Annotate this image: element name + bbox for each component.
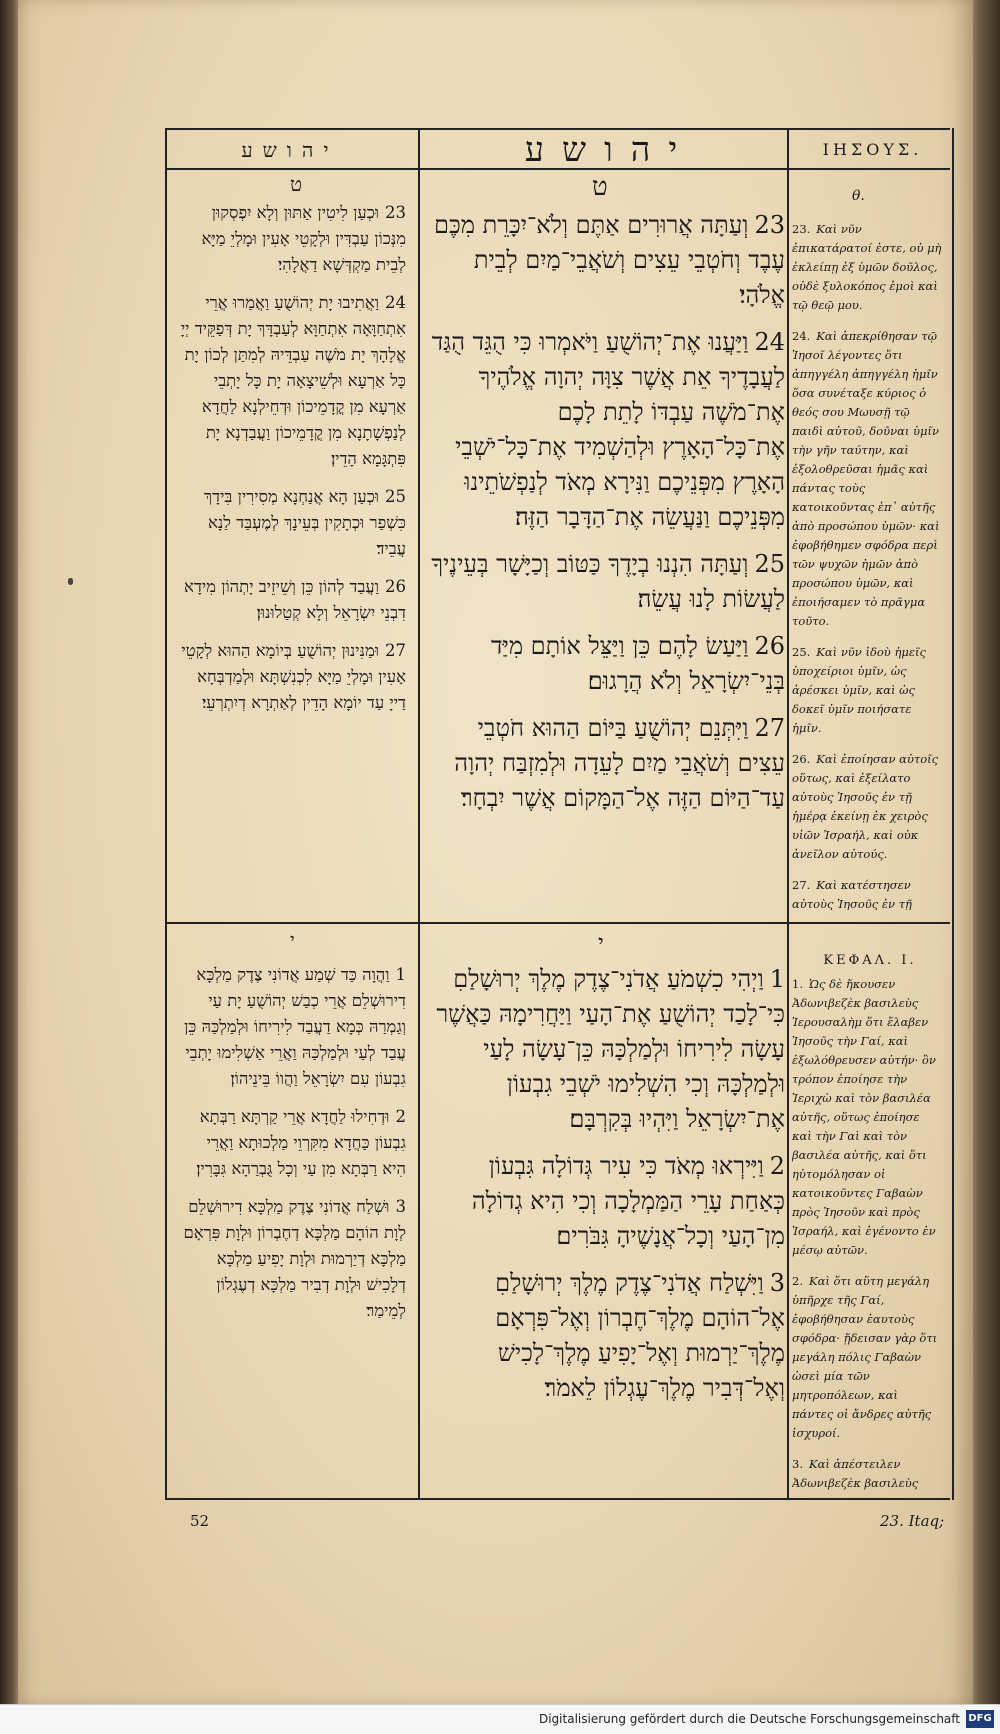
running-head-hebrew: יהושע bbox=[524, 130, 696, 170]
verse-text: וַיַּעֲנוּ אֶת־יְהוֹשֻׁעַ וַיֹּאמְרוּ כִּי הֻגֵּד הֻגַּד לַעֲבָדֶיךָ אֵת אֲשֶׁר צִוָּה יְהוָה אֱלֹהֶיךָ אֶת־מֹשֶׁה עַבְדּוֹ לָתֵת לָכֶם אֶת־כָּל־הָאָרֶץ וּלְהַשְׁמִיד אֶת־כָּל־יֹשְׁבֵי הָאָרֶץ מִפְּנֵיכֶם וַנִּירָא מְאֹד לְנַפְשֹׁתֵינוּ מִפְּנֵיכֶם וַנַּעֲשֵׂה אֶת־הַדָּבָר הַזֶּה׃ bbox=[431, 328, 785, 531]
verse-number: 25 bbox=[754, 550, 785, 578]
ink-spot bbox=[68, 578, 73, 585]
verse-number: 24 bbox=[754, 328, 785, 356]
targum-column-upper bbox=[178, 200, 406, 912]
verse-text: Ὡς δὲ ἤκουσεν Ἀδωνιβεζὲκ βασιλεὺς Ἱερουσαλὴμ ὅτι ἔλαβεν Ἰησοῦς τὴν Γαί, καὶ ἐξωλόθρευσεν αὐτήν· ὃν τρόπον ἐποίησε τὴν Ἱεριχὼ καὶ τὸν βασιλέα αὐτῆς, οὕτως ἐποίησε καὶ τὴν Γαὶ καὶ τὸν βασιλέα αὐτῆς, καὶ ὅτι ηὐτομόλησαν οἱ κατοικοῦντες Γαβαὼν πρὸς Ἰησοῦν καὶ πρὸς Ἰσραήλ, καὶ ἐγένοντο ἐν μέσῳ αὐτῶν. bbox=[792, 977, 936, 1257]
verse-number: 1 bbox=[395, 965, 406, 984]
greek-verse bbox=[792, 975, 942, 1260]
verse-text: וּכְעַן הָא אֲנַחְנָא מְסִירִין בִּידָךְ כִּשְׁפַר וּכְתָקִין בְּעֵינָךְ לְמֶעְבַּד לַנָא עֲבֵיד׃ bbox=[204, 487, 406, 558]
verse-text: וּשְׁלַח אֲדוֹנִי צֶדֶק מַלְכָּא דִירוּשְׁלֵם לְוָת הוֹהָם מַלְכָּא דְחֶבְרוֹן וּלְוָת פִּרְאָם מַלְכָּא דְיַרְמוּת וּלְוָת יָפִיעַ מַלְכָּא דְלָכִישׁ וּלְוָת דְבִיר מַלְכָּא דְעֶגְלוֹן לְמֵימַר׃ bbox=[183, 1197, 406, 1320]
verse-number: 23. bbox=[792, 222, 811, 236]
verse-number: 27. bbox=[792, 878, 811, 892]
verse-number: 27 bbox=[754, 714, 785, 742]
targum-column-lower bbox=[178, 962, 406, 1490]
running-head-greek: ΙΗΣΟΥΣ. bbox=[822, 140, 923, 159]
page-number: 52 bbox=[190, 1512, 210, 1530]
hebrew-verse bbox=[430, 1149, 785, 1254]
targum-verse bbox=[178, 638, 406, 716]
frame-bottom-rule bbox=[165, 1498, 950, 1500]
chapter-number-hebrew: ט bbox=[592, 172, 608, 202]
verse-number: 3. bbox=[792, 1457, 803, 1471]
targum-verse bbox=[178, 484, 406, 562]
verse-text: וַאֲתִיבוּ יָת יְהוֹשֻׁעַ וַאֲמַרוּ אֲרֵי אִתְחַוָּאָה אִתְחַוָּא לְעַבְדָּךְ יָת דְּפַקֵּיד יְיָ אֱלָהָךְ יָת מֹשֶׁה עַבְדֵּיהּ לְמִתַּן לְכוֹן יָת כָּל אַרְעָא וּלְשֵׁיצָאָה יָת כָּל יָתְבֵי אַרְעָא מִן קֳדָמֵיכוֹן וּדְחֵילְנָא לַחֲדָא לְנַפְשָׁתָנָא מִן קֳדָמֵיכוֹן וַעֲבַדְנָא יָת פִּתְגָּמָא הָדֵין׃ bbox=[180, 293, 406, 468]
hebrew-column-lower bbox=[430, 962, 785, 1492]
verse-number: 2 bbox=[395, 1107, 406, 1126]
verse-text: Καὶ ἀπεκρίθησαν τῷ Ἰησοῖ λέγοντες ὅτι ἀπηγγέλη ἀπηγγέλη ἡμῖν ὅσα συνέταξε κύριος ὁ θεός σου Μωυσῇ τῷ παιδὶ αὐτοῦ, δοῦναι ὑμῖν τὴν γῆν ταύτην, καὶ ἐξολοθρεῦσαι ἡμᾶς καὶ πάντας τοὺς κατοικοῦντας ἐπ᾽ αὐτῆς ἀπὸ προσώπου ὑμῶν· καὶ ἐφοβήθημεν σφόδρα περὶ τῶν ψυχῶν ἡμῶν ἀπὸ προσώπου ὑμῶν, καὶ ἐποιήσαμεν τὸ πρᾶγμα τοῦτο. bbox=[792, 329, 940, 628]
verse-text: וּכְעַן לִיטִין אַתּוּן וְלָא יִפְסְקוּן מִנְּכוֹן עַבְדִּין וּלְקָטֵי אָעִין וּמָלְיֵ מַיָּא לְבֵית מַקְדְּשָׁא דַאֲלָהִי׃ bbox=[201, 203, 406, 274]
hebrew-column-upper bbox=[430, 208, 785, 914]
digitization-footer bbox=[0, 1704, 1000, 1734]
hebrew-verse bbox=[430, 962, 785, 1137]
hebrew-verse bbox=[430, 711, 785, 816]
hebrew-verse bbox=[430, 208, 785, 313]
column-rule-left bbox=[418, 128, 420, 1500]
verse-text: Καὶ ὅτι αὕτη μεγάλη ὑπῆρχε τῆς Γαί, ἐφοβήθησαν ἑαυτοὺς σφόδρα· ᾔδεισαν γὰρ ὅτι μεγάλη πόλις Γαβαὼν ὡσεὶ μία τῶν μητροπόλεων, καὶ πάντες οἱ ἄνδρες αὐτῆς ἰσχυροί. bbox=[792, 1274, 938, 1440]
verse-number: 1. bbox=[792, 977, 803, 991]
chapter-divider-rule bbox=[165, 922, 950, 924]
verse-number: 25 bbox=[385, 487, 406, 506]
verse-text: Καὶ νῦν ἰδοὺ ἡμεῖς ὑποχείριοι ὑμῖν, ὡς ἀρέσκει ὑμῖν, καὶ ὡς δοκεῖ ὑμῖν ποιήσατε ἡμῖν. bbox=[792, 645, 926, 735]
running-head-targum: יהושע bbox=[241, 138, 339, 162]
verse-text: Καὶ νῦν ἐπικατάρατοί ἐστε, οὐ μὴ ἐκλείπῃ ἐξ ὑμῶν δοῦλος, οὐδὲ ξυλοκόπος ἐμοὶ καὶ τῷ θεῷ μου. bbox=[792, 222, 942, 312]
greek-verse bbox=[792, 750, 942, 864]
catchword: 23. Itaq; bbox=[880, 1512, 945, 1530]
verse-number: 2. bbox=[792, 1274, 803, 1288]
targum-verse bbox=[178, 962, 406, 1092]
verse-number: 3 bbox=[769, 1269, 785, 1297]
verse-text: וְעַתָּה אֲרוּרִים אַתֶּם וְלֹא־יִכָּרֵת מִכֶּם עֶבֶד וְחֹטְבֵי עֵצִים וְשֹׁאֲבֵי־מַיִם לְבֵית אֱלֹהָי׃ bbox=[434, 211, 785, 309]
hebrew-verse bbox=[430, 629, 785, 699]
chapter-number-targum: ט bbox=[290, 172, 303, 196]
verse-text: וַיִּירְאוּ מְאֹד כִּי עִיר גְּדוֹלָה גִּבְעוֹן כְּאַחַת עָרֵי הַמַּמְלָכָה וְכִי הִיא גְדוֹלָה מִן־הָעַי וְכָל־אֲנָשֶׁיהָ גִּבֹּרִים׃ bbox=[471, 1152, 785, 1250]
verse-number: 26 bbox=[385, 577, 406, 596]
column-rule-right bbox=[787, 128, 789, 1500]
verse-number: 23 bbox=[385, 203, 406, 222]
verse-number: 3 bbox=[395, 1197, 406, 1216]
verse-text: וַיִּתְּנֵם יְהוֹשֻׁעַ בַּיּוֹם הַהוּא חֹטְבֵי עֵצִים וְשֹׁאֲבֵי מַיִם לָעֵדָה וּלְמִזְבַּח יְהוָה עַד־הַיּוֹם הַזֶּה אֶל־הַמָּקוֹם אֲשֶׁר יִבְחָר׃ bbox=[454, 714, 785, 812]
chapter-number-hebrew-lower: י bbox=[598, 931, 604, 956]
greek-verse bbox=[792, 1272, 942, 1443]
footer-credit: Digitalisierung gefördert durch die Deutsche Forschungsgemeinschaft bbox=[538, 1712, 960, 1726]
verse-text: וּדְחִילוּ לַחֲדָא אֲרֵי קַרְתָּא רַבְּתָא גִבְעוֹן כַּחֲדָא מִקִּרְוֵי מַלְכוּתָא וַאֲרֵי הִיא רַבְּתָא מִן עַי וְכָל גֻּבְרַהָא גִּבָּרִין׃ bbox=[196, 1107, 406, 1178]
verse-text: Καὶ ἐποίησαν αὐτοῖς οὕτως, καὶ ἐξείλατο αὐτοὺς Ἰησοῦς ἐν τῇ ἡμέρᾳ ἐκείνῃ ἐκ χειρὸς υἱῶν Ἰσραήλ, καὶ οὐκ ἀνεῖλον αὐτούς. bbox=[792, 752, 939, 861]
verse-text: וַהֲוָה כַּד שְׁמַע אֲדוֹנִי צֶדֶק מַלְכָּא דִירוּשְׁלֵם אֲרֵי כְבַשׁ יְהוֹשֻׁעַ יָת עַי וְגַמְרַהּ כְּמָא דַעֲבַד לִירִיחוֹ וּלְמַלְכַּהּ כֵּן עֲבַד לְעַי וּלְמַלְכַּהּ וַאֲרֵי אַשְׁלִימוּ יָתְבֵי גִבְעוֹן עִם יִשְׂרָאֵל וַהֲווֹ בֵּינֵיהוֹן׃ bbox=[184, 965, 406, 1088]
greek-verse bbox=[792, 327, 942, 631]
targum-verse bbox=[178, 290, 406, 472]
verse-text: וְעַתָּה הִנְנוּ בְיָדֶךָ כַּטּוֹב וְכַיָּשָׁר בְּעֵינֶיךָ לַעֲשׂוֹת לָנוּ עֲשֵׂה׃ bbox=[431, 550, 785, 613]
hebrew-verse bbox=[430, 325, 785, 535]
verse-text: וּמַנִּינוּן יְהוֹשֻׁעַ בְּיוֹמָא הַהוּא לְקָטֵי אָעִין וּמָלְיֵ מַיָּא לִכְנִשְׁתָּא וּלְמַדְבְּחָא דַייָ עַד יוֹמָא הָדֵין לְאַתְרָא דְיִתְרְעֵי׃ bbox=[181, 641, 406, 712]
verse-number: 27 bbox=[385, 641, 406, 660]
verse-text: וַעֲבַד לְהוֹן כֵּן וְשֵׁיזֵיב יָתְהוֹן מִידָא דִבְנֵי יִשְׂרָאֵל וְלָא קְטַלוּנוּן׃ bbox=[184, 577, 406, 622]
verse-text: Καὶ κατέστησεν αὐτοὺς Ἰησοῦς ἐν τῇ bbox=[792, 878, 912, 910]
verse-text: וַיַּעַשׂ לָהֶם כֵּן וַיַּצֵּל אוֹתָם מִיַּד בְּנֵי־יִשְׂרָאֵל וְלֹא הֲרָגוּם׃ bbox=[490, 632, 785, 695]
verse-number: 26 bbox=[754, 632, 785, 660]
greek-verse bbox=[792, 643, 942, 738]
targum-verse bbox=[178, 574, 406, 626]
verse-text: Καὶ ἀπέστειλεν Ἀδωνιβεζὲκ βασιλεὺς bbox=[792, 1457, 919, 1490]
verse-number: 24 bbox=[385, 293, 406, 312]
verse-number: 23 bbox=[754, 211, 785, 239]
dfg-logo-icon: DFG bbox=[966, 1710, 994, 1728]
verse-number: 1 bbox=[769, 965, 785, 993]
greek-column-upper bbox=[792, 220, 942, 910]
targum-verse bbox=[178, 1194, 406, 1324]
hebrew-verse bbox=[430, 1266, 785, 1406]
hebrew-verse bbox=[430, 547, 785, 617]
greek-verse bbox=[792, 220, 942, 315]
targum-verse bbox=[178, 200, 406, 278]
targum-verse bbox=[178, 1104, 406, 1182]
verse-number: 2 bbox=[769, 1152, 785, 1180]
verse-number: 26. bbox=[792, 752, 811, 766]
verse-number: 25. bbox=[792, 645, 811, 659]
verse-text: וַיְהִי כִשְׁמֹעַ אֲדֹנִי־צֶדֶק מֶלֶךְ יְרוּשָׁלַםִ כִּי־לָכַד יְהוֹשֻׁעַ אֶת־הָעַי וַיַּחֲרִימָהּ כַּאֲשֶׁר עָשָׂה לִירִיחוֹ וּלְמַלְכָּהּ כֵּן־עָשָׂה לָעַי וּלְמַלְכָּהּ וְכִי הִשְׁלִימוּ יֹשְׁבֵי גִבְעוֹן אֶת־יִשְׂרָאֵל וַיִּהְיוּ בְּקִרְבָּם׃ bbox=[436, 965, 785, 1133]
verse-number: 24. bbox=[792, 329, 811, 343]
greek-verse bbox=[792, 1455, 942, 1490]
verse-text: וַיִּשְׁלַח אֲדֹנִי־צֶדֶק מֶלֶךְ יְרוּשָׁלַםִ אֶל־הוֹהָם מֶלֶךְ־חֶבְרוֹן וְאֶל־פִּרְאָם מֶלֶךְ־יַרְמוּת וְאֶל־יָפִיעַ מֶלֶךְ־לָכִישׁ וְאֶל־דְּבִיר מֶלֶךְ־עֶגְלוֹן לֵאמֹר׃ bbox=[495, 1269, 785, 1402]
greek-column-lower bbox=[792, 975, 942, 1490]
chapter-heading-greek: ΚΕΦΑΛ. Ι. bbox=[823, 953, 917, 968]
chapter-number-greek: θ. bbox=[852, 188, 865, 204]
chapter-number-targum-lower: י bbox=[290, 930, 295, 951]
greek-verse bbox=[792, 876, 942, 910]
